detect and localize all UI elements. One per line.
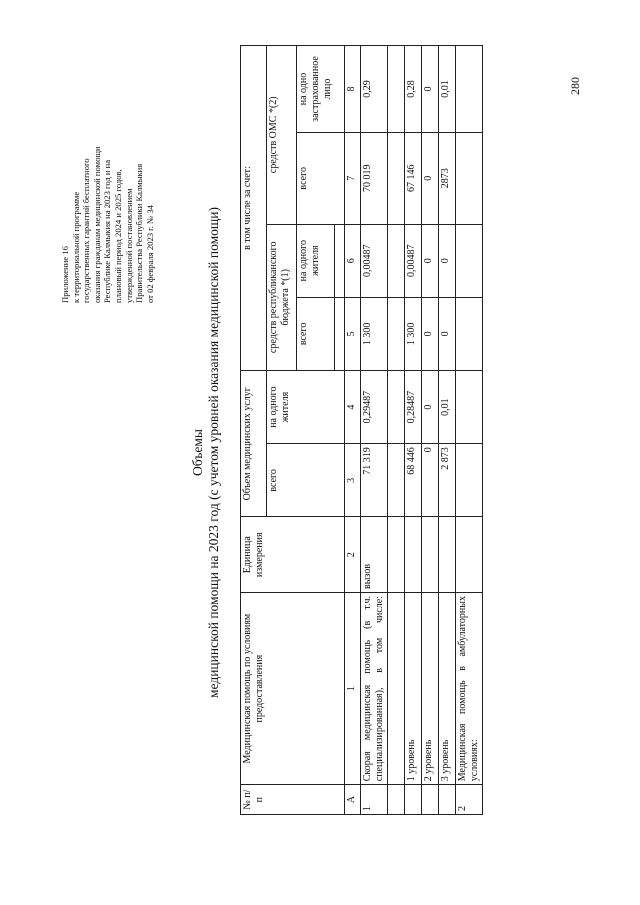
row-c3 bbox=[388, 444, 405, 517]
appendix-line: оказания гражданам медицинской помощи bbox=[91, 146, 102, 303]
appendix-line: от 02 февраля 2023 г. № 34 bbox=[144, 205, 155, 303]
row-c8: 0 bbox=[422, 46, 439, 133]
row-c7: 0 bbox=[422, 133, 439, 225]
row-c5: 1 300 bbox=[405, 297, 422, 370]
row-c6: 0 bbox=[439, 224, 456, 297]
row-num bbox=[439, 785, 456, 815]
header-oms-per-insured: на одно застрахованное лицо bbox=[297, 46, 345, 133]
row-num: 1 bbox=[361, 785, 388, 815]
header-unit: Единица измерения bbox=[241, 517, 345, 593]
row-c3: 0 bbox=[422, 444, 439, 517]
row-c5: 0 bbox=[439, 297, 456, 370]
col-number: 8 bbox=[345, 46, 361, 133]
header-oms: средств ОМС *(2) bbox=[267, 46, 297, 225]
row-num: 2 bbox=[456, 785, 483, 815]
row-name: 1 уровень bbox=[405, 593, 422, 785]
row-name: 2 уровень bbox=[422, 593, 439, 785]
header-spacer bbox=[335, 297, 345, 370]
row-c8: 0,01 bbox=[439, 46, 456, 133]
row-unit bbox=[405, 517, 422, 593]
col-number: 7 bbox=[345, 133, 361, 225]
row-unit: вызов bbox=[361, 517, 388, 593]
row-num bbox=[405, 785, 422, 815]
header-budget: средств республиканского бюджета *(1) bbox=[267, 224, 297, 370]
header-including: в том числе за счет: bbox=[241, 46, 267, 371]
col-number: 2 bbox=[345, 517, 361, 593]
appendix-line: к территориальной программе bbox=[70, 191, 81, 303]
row-c6: 0 bbox=[422, 224, 439, 297]
row-c3: 71 319 bbox=[361, 444, 388, 517]
header-spacer bbox=[335, 224, 345, 297]
header-volume: Объем медицинских услуг bbox=[241, 371, 267, 517]
row-unit bbox=[422, 517, 439, 593]
row-c4 bbox=[456, 371, 483, 444]
header-oms-total: всего bbox=[297, 133, 345, 225]
appendix-line: государственных гарантий бесплатного bbox=[81, 158, 92, 303]
row-c4 bbox=[388, 371, 405, 444]
table-row bbox=[405, 46, 422, 815]
header-budget-total: всего bbox=[297, 297, 335, 370]
col-number: А bbox=[345, 785, 361, 815]
row-unit bbox=[388, 517, 405, 593]
appendix-line: плановый период 2024 и 2025 годов, bbox=[112, 169, 123, 303]
header-conditions: Медицинская помощь по условиям предоставления bbox=[241, 593, 345, 785]
row-name: 3 уровень bbox=[439, 593, 456, 785]
row-c7: 67 146 bbox=[405, 133, 422, 225]
header-budget-per-resident: на одного жителя bbox=[297, 224, 335, 297]
row-unit bbox=[456, 517, 483, 593]
page-title: Объемы bbox=[190, 429, 205, 476]
col-number: 5 bbox=[345, 297, 361, 370]
row-c8 bbox=[456, 46, 483, 133]
row-c4: 0,29487 bbox=[361, 371, 388, 444]
row-c7: 70 019 bbox=[361, 133, 388, 225]
header-volume-per-resident: на одного жителя bbox=[267, 371, 345, 444]
row-unit bbox=[439, 517, 456, 593]
row-name bbox=[388, 593, 405, 785]
page-number: 280 bbox=[568, 77, 582, 95]
row-c8: 0,29 bbox=[361, 46, 388, 133]
row-c6: 0,00487 bbox=[361, 224, 388, 297]
row-c3 bbox=[456, 444, 483, 517]
header-volume-total: всего bbox=[267, 444, 345, 517]
row-c7 bbox=[388, 133, 405, 225]
row-c5: 0 bbox=[422, 297, 439, 370]
row-c4: 0,28487 bbox=[405, 371, 422, 444]
row-num bbox=[388, 785, 405, 815]
row-c7: 2873 bbox=[439, 133, 456, 225]
appendix-line: Правительства Республики Калмыкия bbox=[134, 163, 145, 303]
row-name: Медицинская помощь в амбулаторных условиях: bbox=[456, 593, 483, 785]
row-c4: 0 bbox=[422, 371, 439, 444]
table-row bbox=[439, 46, 456, 815]
appendix-line: Приложение 16 bbox=[60, 246, 70, 303]
col-number: 3 bbox=[345, 444, 361, 517]
appendix-line: Республике Калмыкия на 2023 год и на bbox=[102, 159, 113, 303]
col-number: 6 bbox=[345, 224, 361, 297]
table-row bbox=[361, 46, 388, 815]
table-row bbox=[422, 46, 439, 815]
row-c3: 2 873 bbox=[439, 444, 456, 517]
row-num bbox=[422, 785, 439, 815]
row-name: Скорая медицинская помощь (в т.ч. специализированная), в том числе: bbox=[361, 593, 388, 785]
row-c8: 0,28 bbox=[405, 46, 422, 133]
table-row bbox=[456, 46, 483, 815]
appendix-line: утвержденной постановлением bbox=[123, 188, 134, 303]
row-c4: 0,01 bbox=[439, 371, 456, 444]
table-row bbox=[388, 46, 405, 815]
row-c5 bbox=[388, 297, 405, 370]
col-number: 1 bbox=[345, 593, 361, 785]
row-c8 bbox=[388, 46, 405, 133]
page-subtitle: медицинской помощи на 2023 год (с учетом уровней оказания медицинской помощи) bbox=[206, 207, 221, 699]
header-num: № п/п bbox=[241, 785, 345, 815]
row-c6 bbox=[456, 224, 483, 297]
row-c6 bbox=[388, 224, 405, 297]
row-c3: 68 446 bbox=[405, 444, 422, 517]
volumes-table bbox=[240, 45, 483, 815]
row-c5 bbox=[456, 297, 483, 370]
col-number: 4 bbox=[345, 371, 361, 444]
row-c5: 1 300 bbox=[361, 297, 388, 370]
row-c6: 0,00487 bbox=[405, 224, 422, 297]
appendix-block bbox=[60, 18, 155, 303]
row-c7 bbox=[456, 133, 483, 225]
